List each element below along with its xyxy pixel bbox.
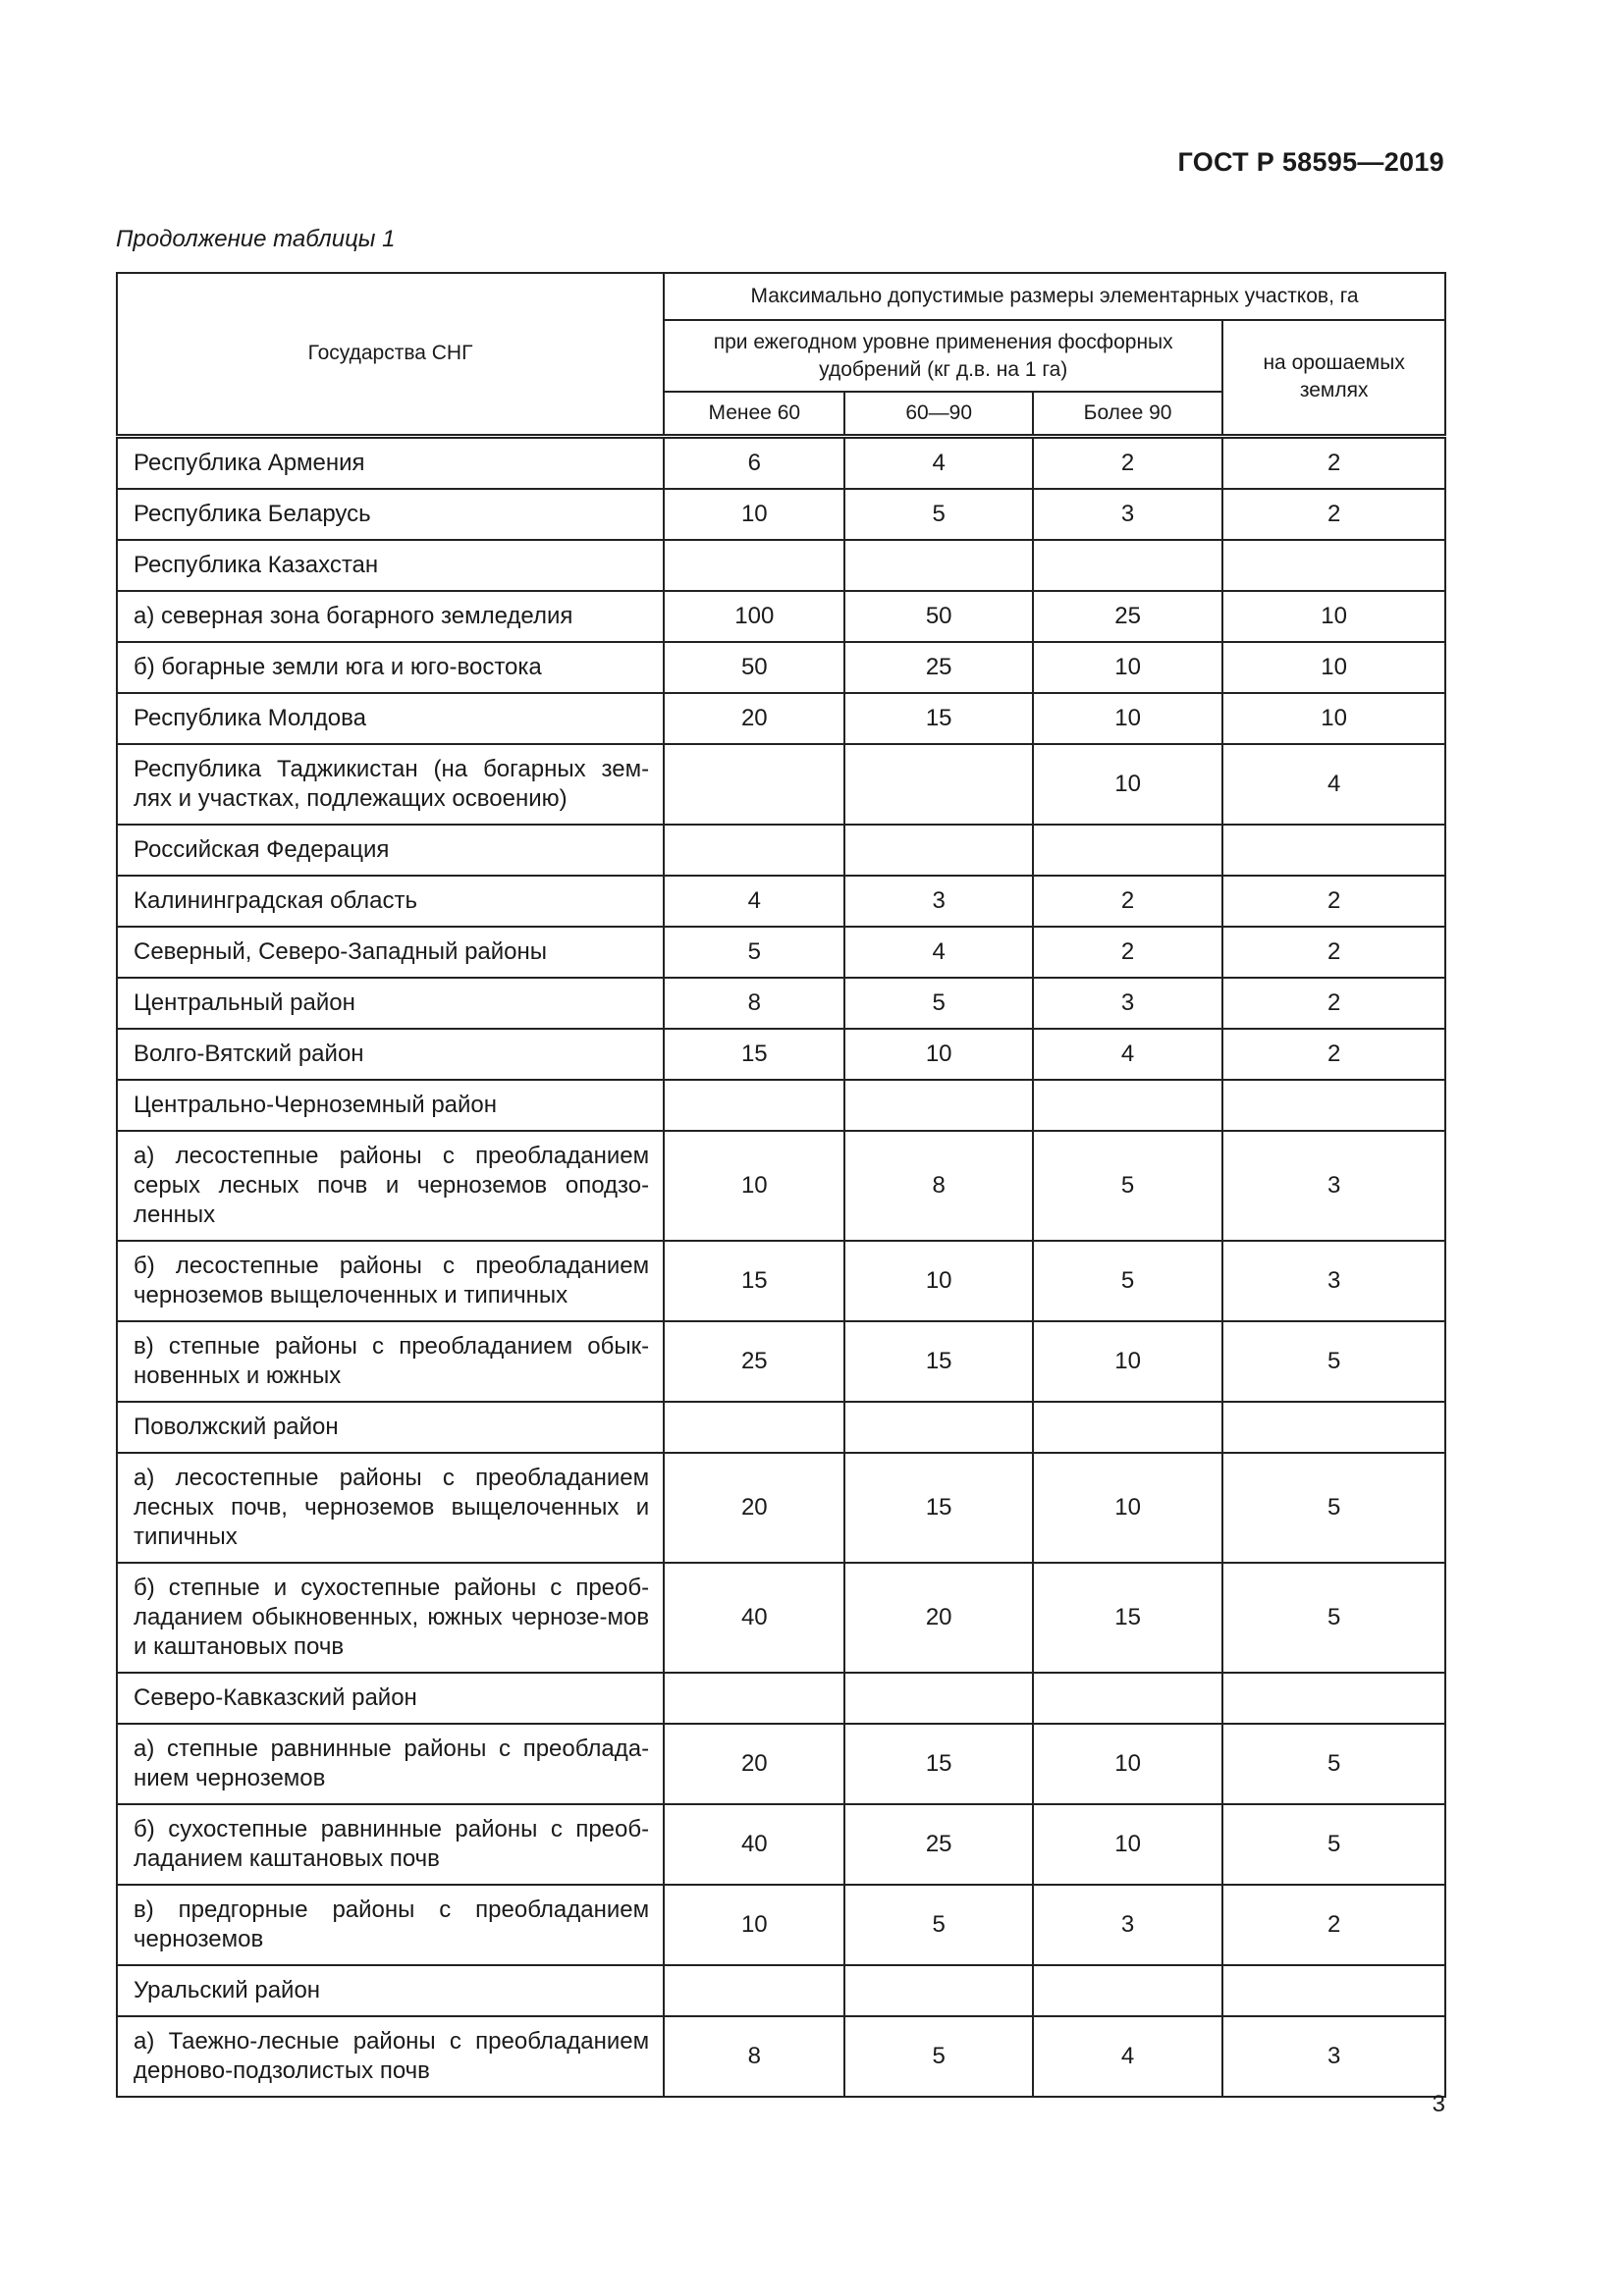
row-name-cell: б) степные и сухостепные районы с преоб-ладанием обыкновенных, южных чернозе-мов и каштановых почв [117, 1563, 664, 1673]
row-name-cell: Республика Казахстан [117, 540, 664, 591]
value-less-60-cell: 4 [664, 876, 844, 927]
value-more-90-cell: 25 [1033, 591, 1222, 642]
table-row [117, 825, 1445, 876]
value-irrigated-cell: 5 [1222, 1321, 1445, 1402]
table-row [117, 1673, 1445, 1724]
value-more-90-cell: 10 [1033, 1453, 1222, 1563]
table-header [117, 273, 1445, 436]
value-less-60-cell: 20 [664, 1724, 844, 1804]
value-60-90-cell: 15 [844, 693, 1032, 744]
value-more-90-cell: 2 [1033, 927, 1222, 978]
table-row [117, 1241, 1445, 1321]
value-irrigated-cell: 2 [1222, 876, 1445, 927]
value-60-90-cell [844, 1965, 1032, 2016]
value-more-90-cell: 2 [1033, 436, 1222, 489]
value-irrigated-cell [1222, 1402, 1445, 1453]
value-more-90-cell: 15 [1033, 1563, 1222, 1673]
value-more-90-cell: 2 [1033, 876, 1222, 927]
row-name-cell: а) Таежно-лесные районы с преобладанием дерново-подзолистых почв [117, 2016, 664, 2097]
value-irrigated-cell [1222, 540, 1445, 591]
value-more-90-cell: 5 [1033, 1131, 1222, 1241]
table-row [117, 1029, 1445, 1080]
value-irrigated-cell: 5 [1222, 1453, 1445, 1563]
value-less-60-cell: 40 [664, 1563, 844, 1673]
row-name-cell: Северо-Кавказский район [117, 1673, 664, 1724]
row-name-cell: Республика Таджикистан (на богарных зем-лях и участках, подлежащих освоению) [117, 744, 664, 825]
value-less-60-cell [664, 1965, 844, 2016]
value-less-60-cell [664, 1673, 844, 1724]
fertilizer-plot-size-table [116, 272, 1446, 2098]
table-row [117, 489, 1445, 540]
value-irrigated-cell [1222, 1965, 1445, 2016]
value-60-90-cell: 15 [844, 1724, 1032, 1804]
value-60-90-cell: 5 [844, 978, 1032, 1029]
value-60-90-cell: 4 [844, 436, 1032, 489]
value-less-60-cell [664, 1402, 844, 1453]
row-name-cell: а) лесостепные районы с преобладанием серых лесных почв и черноземов оподзо-ленных [117, 1131, 664, 1241]
table-row [117, 1402, 1445, 1453]
row-name-cell: в) предгорные районы с преобладанием черноземов [117, 1885, 664, 1965]
row-name-cell: Калининградская область [117, 876, 664, 927]
value-irrigated-cell: 3 [1222, 2016, 1445, 2097]
row-name-cell: Уральский район [117, 1965, 664, 2016]
value-less-60-cell: 10 [664, 489, 844, 540]
table-row [117, 1080, 1445, 1131]
value-less-60-cell [664, 825, 844, 876]
value-irrigated-cell: 2 [1222, 978, 1445, 1029]
value-less-60-cell [664, 540, 844, 591]
row-name-cell: Поволжский район [117, 1402, 664, 1453]
table-row [117, 693, 1445, 744]
value-60-90-cell: 25 [844, 642, 1032, 693]
value-more-90-cell [1033, 1965, 1222, 2016]
table-row [117, 1965, 1445, 2016]
table-row [117, 642, 1445, 693]
value-irrigated-cell: 2 [1222, 489, 1445, 540]
table-row [117, 1724, 1445, 1804]
value-irrigated-cell: 2 [1222, 1029, 1445, 1080]
value-60-90-cell: 15 [844, 1321, 1032, 1402]
value-more-90-cell: 4 [1033, 1029, 1222, 1080]
page-number: 3 [1432, 2091, 1445, 2117]
value-irrigated-cell [1222, 1673, 1445, 1724]
value-60-90-cell: 50 [844, 591, 1032, 642]
value-irrigated-cell: 5 [1222, 1724, 1445, 1804]
value-60-90-cell [844, 825, 1032, 876]
table-row [117, 927, 1445, 978]
row-name-cell: б) лесостепные районы с преобладанием черноземов выщелоченных и типичных [117, 1241, 664, 1321]
value-60-90-cell: 15 [844, 1453, 1032, 1563]
value-60-90-cell [844, 1402, 1032, 1453]
value-less-60-cell: 20 [664, 693, 844, 744]
value-more-90-cell [1033, 1402, 1222, 1453]
header-60-90: 60—90 [844, 392, 1032, 436]
row-name-cell: Центрально-Черноземный район [117, 1080, 664, 1131]
value-60-90-cell [844, 744, 1032, 825]
value-more-90-cell: 10 [1033, 744, 1222, 825]
value-more-90-cell [1033, 540, 1222, 591]
value-more-90-cell [1033, 825, 1222, 876]
header-irrigated: на орошаемых землях [1222, 320, 1445, 436]
value-more-90-cell: 3 [1033, 978, 1222, 1029]
value-60-90-cell [844, 1080, 1032, 1131]
value-more-90-cell: 10 [1033, 1321, 1222, 1402]
value-60-90-cell: 20 [844, 1563, 1032, 1673]
value-more-90-cell: 10 [1033, 693, 1222, 744]
value-irrigated-cell: 2 [1222, 927, 1445, 978]
value-irrigated-cell: 5 [1222, 1563, 1445, 1673]
header-less-60: Менее 60 [664, 392, 844, 436]
value-60-90-cell: 5 [844, 489, 1032, 540]
value-irrigated-cell: 3 [1222, 1241, 1445, 1321]
value-60-90-cell: 10 [844, 1029, 1032, 1080]
table-row [117, 436, 1445, 489]
value-irrigated-cell: 3 [1222, 1131, 1445, 1241]
table-body [117, 436, 1445, 2097]
value-less-60-cell: 100 [664, 591, 844, 642]
row-name-cell: Республика Молдова [117, 693, 664, 744]
value-less-60-cell: 15 [664, 1029, 844, 1080]
row-name-cell: а) лесостепные районы с преобладанием лесных почв, черноземов выщелоченных и типичных [117, 1453, 664, 1563]
value-60-90-cell: 5 [844, 2016, 1032, 2097]
value-60-90-cell [844, 1673, 1032, 1724]
value-irrigated-cell: 10 [1222, 591, 1445, 642]
value-60-90-cell: 25 [844, 1804, 1032, 1885]
value-irrigated-cell: 5 [1222, 1804, 1445, 1885]
value-more-90-cell: 10 [1033, 642, 1222, 693]
value-less-60-cell: 20 [664, 1453, 844, 1563]
row-name-cell: а) степные равнинные районы с преоблада-нием черноземов [117, 1724, 664, 1804]
value-less-60-cell: 8 [664, 2016, 844, 2097]
value-less-60-cell: 10 [664, 1885, 844, 1965]
value-60-90-cell: 10 [844, 1241, 1032, 1321]
value-more-90-cell: 4 [1033, 2016, 1222, 2097]
value-60-90-cell: 5 [844, 1885, 1032, 1965]
table-row [117, 1321, 1445, 1402]
row-name-cell: Северный, Северо-Западный районы [117, 927, 664, 978]
header-group-title: Максимально допустимые размеры элементарных участков, га [664, 273, 1445, 320]
value-more-90-cell: 10 [1033, 1724, 1222, 1804]
value-irrigated-cell [1222, 825, 1445, 876]
table-row [117, 1131, 1445, 1241]
value-more-90-cell [1033, 1673, 1222, 1724]
table-row [117, 744, 1445, 825]
table-row [117, 1563, 1445, 1673]
value-60-90-cell [844, 540, 1032, 591]
value-irrigated-cell: 4 [1222, 744, 1445, 825]
table-row [117, 876, 1445, 927]
value-less-60-cell [664, 744, 844, 825]
value-more-90-cell: 3 [1033, 489, 1222, 540]
table-row [117, 978, 1445, 1029]
table-row [117, 540, 1445, 591]
header-states: Государства СНГ [117, 273, 664, 436]
table-row [117, 591, 1445, 642]
value-60-90-cell: 8 [844, 1131, 1032, 1241]
row-name-cell: б) богарные земли юга и юго-востока [117, 642, 664, 693]
value-less-60-cell: 40 [664, 1804, 844, 1885]
value-more-90-cell: 5 [1033, 1241, 1222, 1321]
value-irrigated-cell: 10 [1222, 642, 1445, 693]
value-more-90-cell [1033, 1080, 1222, 1131]
header-more-90: Более 90 [1033, 392, 1222, 436]
row-name-cell: Республика Армения [117, 436, 664, 489]
table-row [117, 1453, 1445, 1563]
value-less-60-cell: 8 [664, 978, 844, 1029]
value-60-90-cell: 4 [844, 927, 1032, 978]
table-row [117, 2016, 1445, 2097]
value-irrigated-cell: 10 [1222, 693, 1445, 744]
value-irrigated-cell: 2 [1222, 1885, 1445, 1965]
value-irrigated-cell: 2 [1222, 436, 1445, 489]
table-caption: Продолжение таблицы 1 [116, 226, 396, 252]
value-less-60-cell: 50 [664, 642, 844, 693]
value-less-60-cell: 10 [664, 1131, 844, 1241]
row-name-cell: а) северная зона богарного земледелия [117, 591, 664, 642]
row-name-cell: Волго-Вятский район [117, 1029, 664, 1080]
value-less-60-cell: 6 [664, 436, 844, 489]
value-irrigated-cell [1222, 1080, 1445, 1131]
value-more-90-cell: 3 [1033, 1885, 1222, 1965]
value-less-60-cell: 5 [664, 927, 844, 978]
value-60-90-cell: 3 [844, 876, 1032, 927]
value-more-90-cell: 10 [1033, 1804, 1222, 1885]
row-name-cell: Республика Беларусь [117, 489, 664, 540]
document-code: ГОСТ Р 58595—2019 [1177, 147, 1444, 177]
row-name-cell: в) степные районы с преобладанием обык-новенных и южных [117, 1321, 664, 1402]
value-less-60-cell: 25 [664, 1321, 844, 1402]
row-name-cell: Центральный район [117, 978, 664, 1029]
table-row [117, 1804, 1445, 1885]
table-row [117, 1885, 1445, 1965]
value-less-60-cell: 15 [664, 1241, 844, 1321]
header-phosphorus-subgroup: при ежегодном уровне применения фосфорных удобрений (кг д.в. на 1 га) [664, 320, 1222, 392]
row-name-cell: б) сухостепные равнинные районы с преоб-ладанием каштановых почв [117, 1804, 664, 1885]
value-less-60-cell [664, 1080, 844, 1131]
row-name-cell: Российская Федерация [117, 825, 664, 876]
